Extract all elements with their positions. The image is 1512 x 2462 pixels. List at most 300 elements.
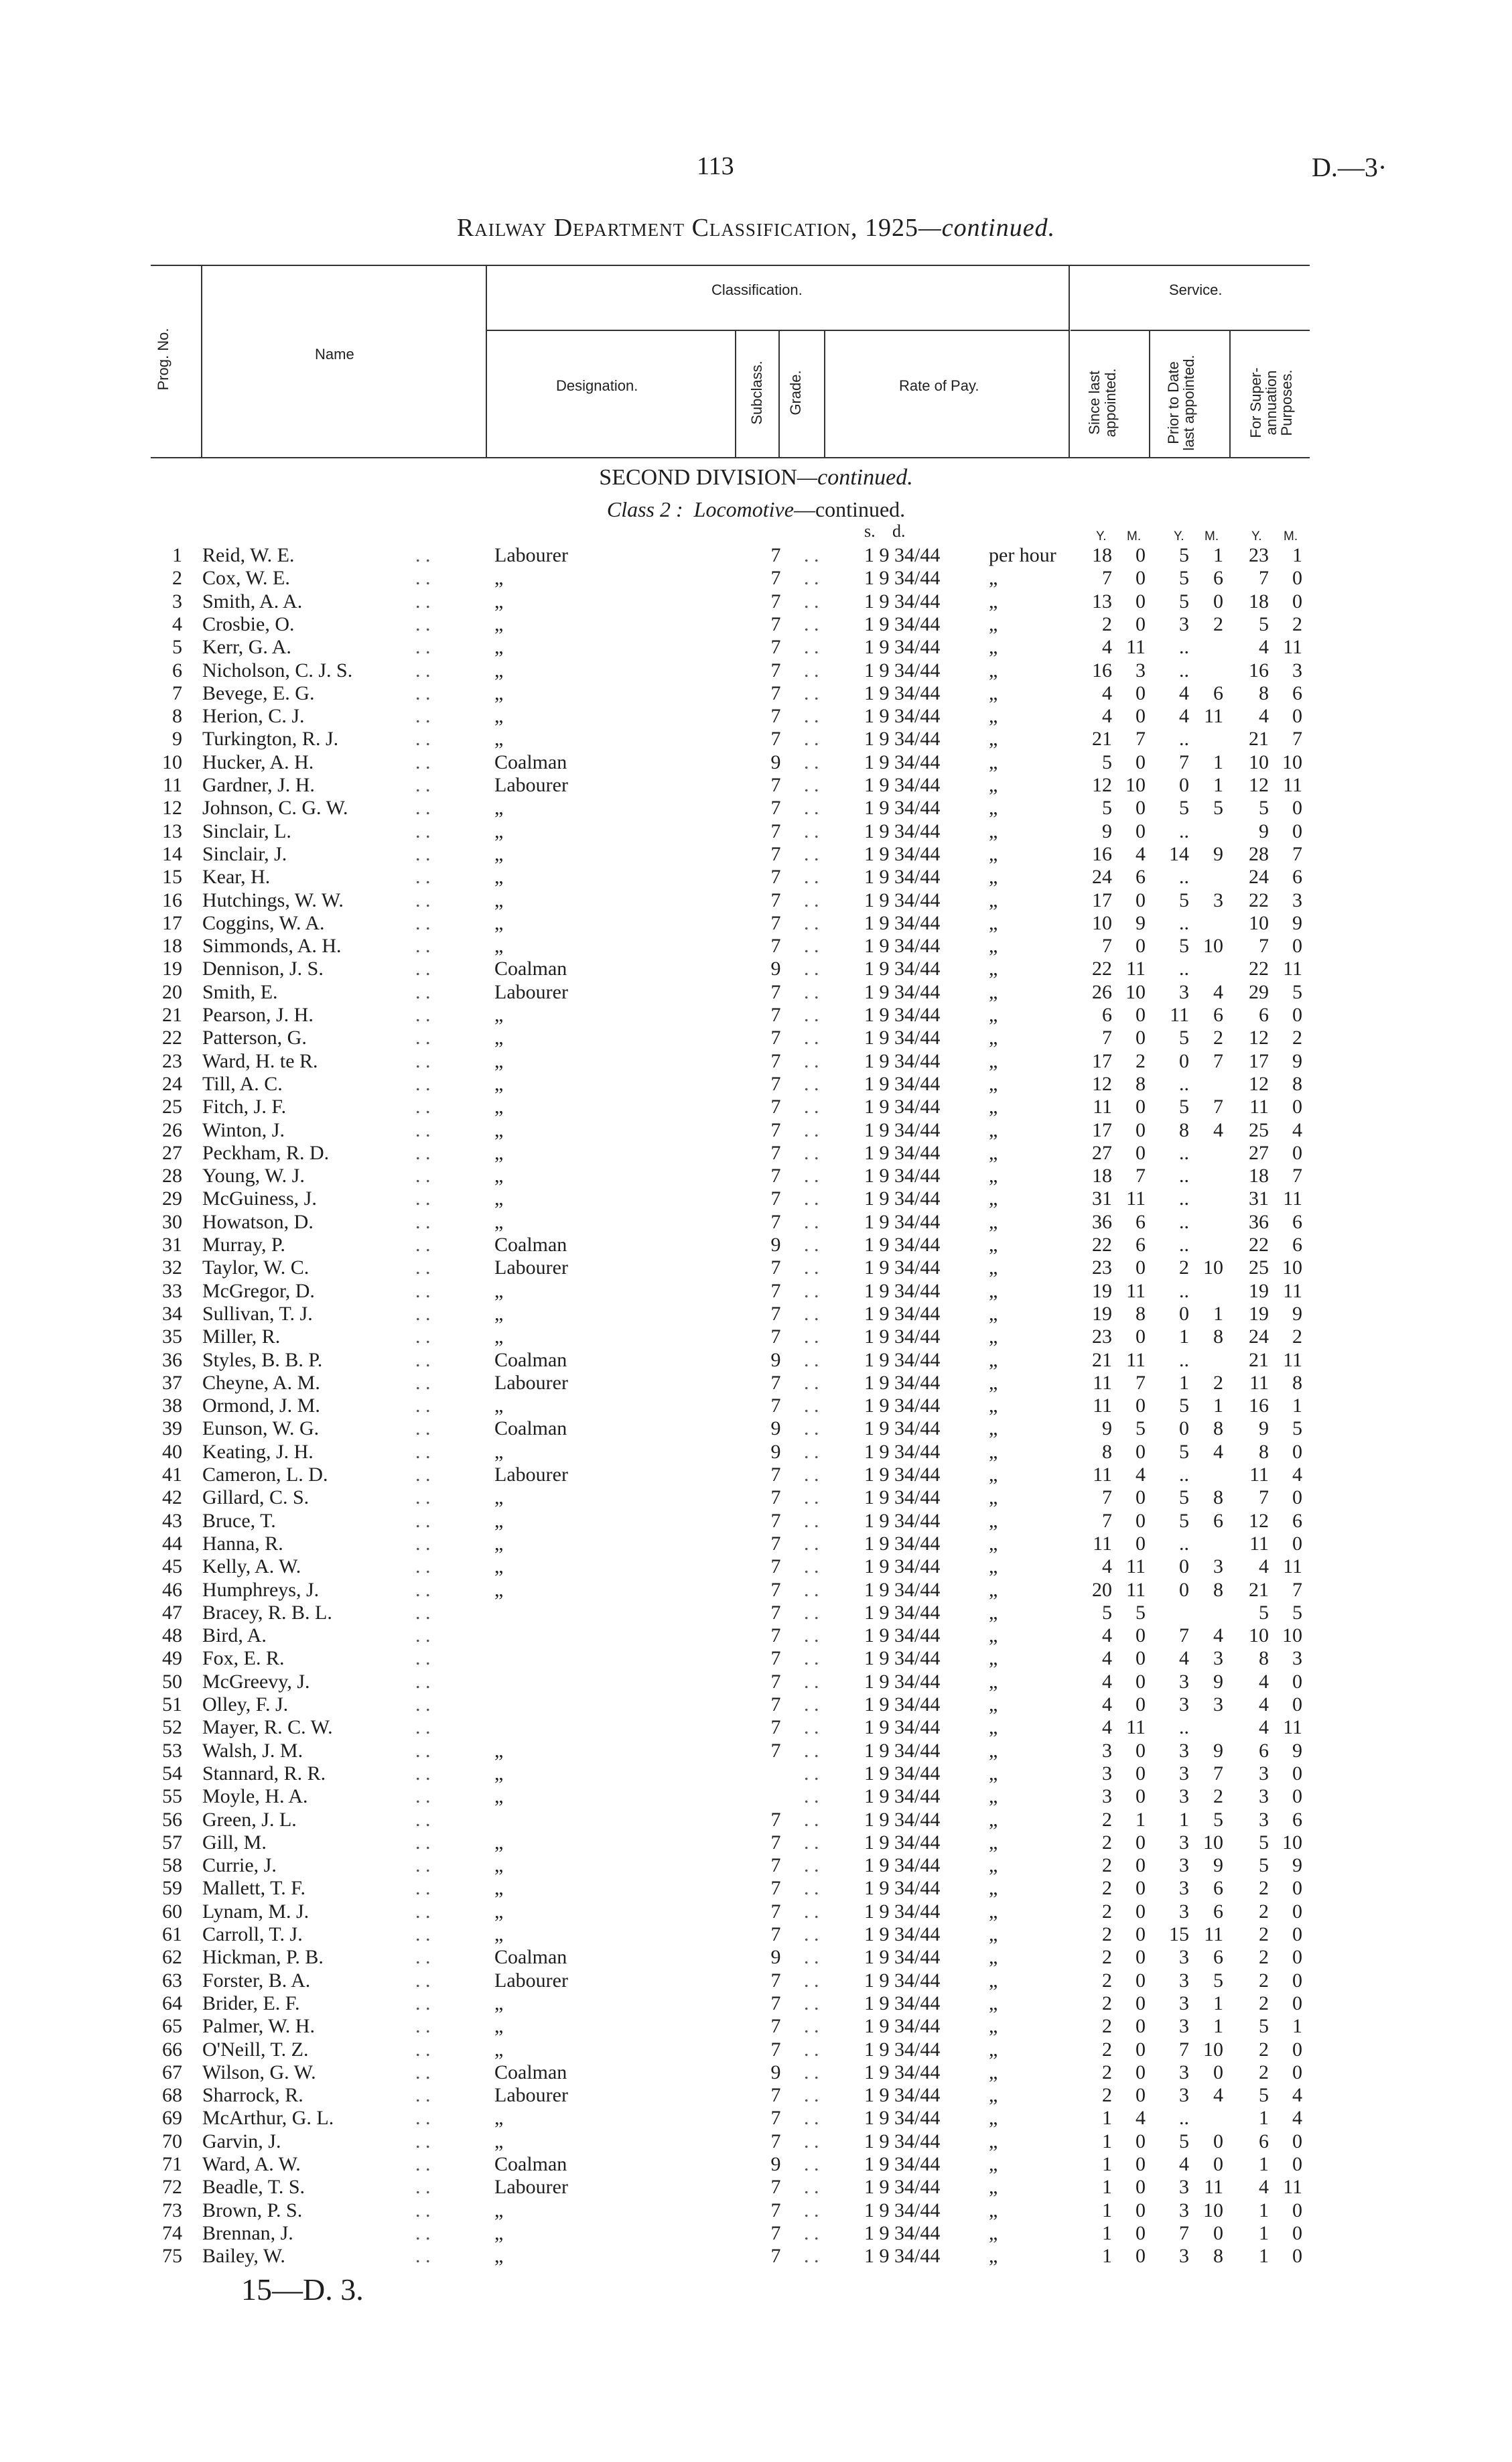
since-years: 7 bbox=[1102, 935, 1112, 958]
super-months: 11 bbox=[1283, 1555, 1302, 1578]
prior-years: 3 bbox=[1179, 1739, 1189, 1762]
table-row bbox=[0, 1372, 1512, 1395]
prior-years: .. bbox=[1179, 866, 1189, 889]
rate-of-pay: 1 9 34/44 bbox=[864, 1854, 941, 1877]
leader-dots: . . bbox=[415, 1004, 431, 1026]
since-months: 0 bbox=[1136, 820, 1146, 842]
subclass: 7 bbox=[770, 911, 781, 934]
leader-dots: . . bbox=[415, 1877, 431, 1900]
super-months: 3 bbox=[1292, 1647, 1302, 1670]
designation: „ bbox=[494, 1555, 504, 1578]
rate-of-pay: 1 9 34/44 bbox=[864, 659, 941, 682]
prior-years: 3 bbox=[1179, 2245, 1189, 2268]
designation: „ bbox=[494, 2221, 504, 2244]
leader-dots: . . bbox=[415, 682, 431, 704]
table-row bbox=[0, 1716, 1512, 1739]
rate-unit: „ bbox=[989, 1509, 998, 1532]
prog-no: 31 bbox=[162, 1234, 182, 1256]
header-designation: Designation. bbox=[556, 377, 638, 394]
super-years: 21 bbox=[1249, 1348, 1269, 1371]
table-row bbox=[0, 866, 1512, 889]
class-name: Locomotive bbox=[693, 497, 794, 521]
designation: Coalman bbox=[494, 1946, 567, 1969]
prior-months: 6 bbox=[1213, 1004, 1223, 1026]
leader-dots: . . bbox=[415, 1417, 431, 1440]
rate-unit: „ bbox=[989, 1256, 998, 1279]
rate-of-pay: 1 9 34/44 bbox=[864, 1096, 941, 1118]
employee-name: Ward, A. W. bbox=[202, 2153, 301, 2175]
leader-dots: . . bbox=[415, 1670, 431, 1693]
leader-dots: . . bbox=[804, 842, 819, 865]
prog-no: 49 bbox=[162, 1647, 182, 1670]
designation: „ bbox=[494, 1325, 504, 1348]
employee-name: Bevege, E. G. bbox=[202, 682, 315, 704]
leader-dots: . . bbox=[804, 1395, 819, 1417]
prior-years: 15 bbox=[1169, 1923, 1189, 1945]
super-years: 7 bbox=[1259, 567, 1269, 590]
since-months: 0 bbox=[1136, 2061, 1146, 2083]
subclass: 7 bbox=[770, 1647, 781, 1670]
super-years: 5 bbox=[1259, 797, 1269, 820]
super-months: 0 bbox=[1292, 590, 1302, 612]
header-classification: Classification. bbox=[711, 281, 803, 298]
rate-of-pay: 1 9 34/44 bbox=[864, 1808, 941, 1831]
prog-no: 74 bbox=[162, 2221, 182, 2244]
rate-unit: „ bbox=[989, 1670, 998, 1693]
rate-of-pay: 1 9 34/44 bbox=[864, 2245, 941, 2268]
prog-no: 65 bbox=[162, 2015, 182, 2038]
prior-years: .. bbox=[1179, 1464, 1189, 1486]
super-years: 2 bbox=[1259, 1946, 1269, 1969]
prior-years: .. bbox=[1179, 1072, 1189, 1095]
unit-years-super: Y. bbox=[1251, 529, 1262, 543]
leader-dots: . . bbox=[415, 1555, 431, 1578]
employee-name: Fitch, J. F. bbox=[202, 1096, 287, 1118]
since-years: 36 bbox=[1092, 1210, 1112, 1233]
division-suffix: —continued. bbox=[797, 465, 913, 490]
super-years: 29 bbox=[1249, 980, 1269, 1003]
subclass: 9 bbox=[770, 1946, 781, 1969]
rate-unit: „ bbox=[989, 889, 998, 911]
super-months: 7 bbox=[1292, 842, 1302, 865]
rate-of-pay: 1 9 34/44 bbox=[864, 1256, 941, 1279]
designation: Coalman bbox=[494, 2061, 567, 2083]
rate-unit: „ bbox=[989, 705, 998, 728]
since-months: 0 bbox=[1136, 1624, 1146, 1647]
designation: Coalman bbox=[494, 2153, 567, 2175]
designation: „ bbox=[494, 1072, 504, 1095]
rate-unit: „ bbox=[989, 1141, 998, 1164]
since-months: 0 bbox=[1136, 751, 1146, 773]
since-years: 5 bbox=[1102, 751, 1112, 773]
since-years: 2 bbox=[1102, 1969, 1112, 1992]
prior-years: 3 bbox=[1179, 1992, 1189, 2014]
employee-name: Taylor, W. C. bbox=[202, 1256, 310, 1279]
prog-no: 22 bbox=[162, 1027, 182, 1049]
super-months: 0 bbox=[1292, 1004, 1302, 1026]
designation: „ bbox=[494, 1096, 504, 1118]
leader-dots: . . bbox=[415, 1601, 431, 1624]
prior-years: 4 bbox=[1179, 2153, 1189, 2175]
prior-months: 10 bbox=[1203, 1256, 1223, 1279]
super-years: 24 bbox=[1249, 866, 1269, 889]
prog-no: 37 bbox=[162, 1371, 182, 1394]
super-months: 11 bbox=[1283, 2176, 1302, 2199]
since-years: 4 bbox=[1102, 705, 1112, 728]
designation: „ bbox=[494, 1004, 504, 1026]
prior-years: .. bbox=[1179, 1187, 1189, 1210]
prior-years: 3 bbox=[1179, 1969, 1189, 1992]
since-years: 19 bbox=[1092, 1302, 1112, 1325]
leader-dots: . . bbox=[804, 797, 819, 820]
since-years: 21 bbox=[1092, 1348, 1112, 1371]
leader-dots: . . bbox=[804, 1141, 819, 1164]
designation: „ bbox=[494, 1118, 504, 1141]
employee-name: Bruce, T. bbox=[202, 1509, 276, 1532]
table-row bbox=[0, 797, 1512, 820]
rate-of-pay: 1 9 34/44 bbox=[864, 1946, 941, 1969]
leader-dots: . . bbox=[804, 820, 819, 842]
rate-of-pay: 1 9 34/44 bbox=[864, 1601, 941, 1624]
leader-dots: . . bbox=[804, 705, 819, 728]
super-years: 36 bbox=[1249, 1210, 1269, 1233]
since-years: 7 bbox=[1102, 1509, 1112, 1532]
rate-of-pay: 1 9 34/44 bbox=[864, 1165, 941, 1187]
rate-of-pay: 1 9 34/44 bbox=[864, 1440, 941, 1463]
rate-unit: „ bbox=[989, 820, 998, 842]
since-months: 0 bbox=[1136, 1969, 1146, 1992]
prog-no: 19 bbox=[162, 958, 182, 980]
leader-dots: . . bbox=[804, 1762, 819, 1785]
leader-dots: . . bbox=[804, 1486, 819, 1509]
subclass: 7 bbox=[770, 1210, 781, 1233]
prog-no: 45 bbox=[162, 1555, 182, 1578]
leader-dots: . . bbox=[415, 1348, 431, 1371]
prior-years: 4 bbox=[1179, 1647, 1189, 1670]
leader-dots: . . bbox=[804, 590, 819, 612]
since-months: 3 bbox=[1136, 659, 1146, 682]
designation: „ bbox=[494, 1785, 504, 1808]
header-name: Name bbox=[315, 346, 354, 363]
prior-months: 8 bbox=[1213, 1578, 1223, 1601]
employee-name: Smith, E. bbox=[202, 980, 278, 1003]
super-years: 4 bbox=[1259, 1693, 1269, 1715]
table-row bbox=[0, 889, 1512, 912]
super-years: 2 bbox=[1259, 2061, 1269, 2083]
rate-unit: „ bbox=[989, 2084, 998, 2107]
since-months: 0 bbox=[1136, 1693, 1146, 1715]
prior-months: 8 bbox=[1213, 2245, 1223, 2268]
rate-of-pay: 1 9 34/44 bbox=[864, 1624, 941, 1647]
leader-dots: . . bbox=[804, 1049, 819, 1072]
leader-dots: . . bbox=[415, 728, 431, 751]
designation: „ bbox=[494, 866, 504, 889]
employee-name: Brennan, J. bbox=[202, 2221, 293, 2244]
rate-unit: „ bbox=[989, 1877, 998, 1900]
employee-name: Winton, J. bbox=[202, 1118, 285, 1141]
rate-of-pay: 1 9 34/44 bbox=[864, 1279, 941, 1302]
since-years: 2 bbox=[1102, 1923, 1112, 1945]
since-years: 4 bbox=[1102, 1693, 1112, 1715]
rate-unit: „ bbox=[989, 2015, 998, 2038]
table-row bbox=[0, 1831, 1512, 1854]
prior-months: 1 bbox=[1213, 544, 1223, 566]
rate-unit: „ bbox=[989, 2130, 998, 2152]
super-months: 6 bbox=[1292, 1808, 1302, 1831]
designation: „ bbox=[494, 1900, 504, 1923]
employee-name: Nicholson, C. J. S. bbox=[202, 659, 353, 682]
subclass: 7 bbox=[770, 705, 781, 728]
since-months: 10 bbox=[1125, 980, 1146, 1003]
leader-dots: . . bbox=[804, 1877, 819, 1900]
since-years: 11 bbox=[1093, 1371, 1112, 1394]
prog-no: 48 bbox=[162, 1624, 182, 1647]
since-years: 2 bbox=[1102, 2015, 1112, 2038]
rate-unit: „ bbox=[989, 1532, 998, 1555]
super-months: 2 bbox=[1292, 1325, 1302, 1348]
leader-dots: . . bbox=[804, 544, 819, 566]
rate-of-pay: 1 9 34/44 bbox=[864, 1670, 941, 1693]
subclass: 7 bbox=[770, 2130, 781, 2152]
leader-dots: . . bbox=[804, 1693, 819, 1715]
prior-months: 3 bbox=[1213, 1555, 1223, 1578]
subclass: 7 bbox=[770, 2245, 781, 2268]
prog-no: 25 bbox=[162, 1096, 182, 1118]
since-months: 0 bbox=[1136, 1325, 1146, 1348]
prior-months: 0 bbox=[1213, 2061, 1223, 2083]
leader-dots: . . bbox=[804, 1716, 819, 1739]
employee-name: Pearson, J. H. bbox=[202, 1004, 314, 1026]
rate-of-pay: 1 9 34/44 bbox=[864, 1302, 941, 1325]
since-years: 11 bbox=[1093, 1395, 1112, 1417]
super-months: 9 bbox=[1292, 911, 1302, 934]
rate-of-pay: 1 9 34/44 bbox=[864, 682, 941, 704]
super-years: 4 bbox=[1259, 1670, 1269, 1693]
since-months: 0 bbox=[1136, 1785, 1146, 1808]
super-years: 5 bbox=[1259, 1854, 1269, 1877]
leader-dots: . . bbox=[415, 1096, 431, 1118]
unit-years-prior: Y. bbox=[1174, 529, 1184, 543]
super-years: 10 bbox=[1249, 751, 1269, 773]
designation: Coalman bbox=[494, 1417, 567, 1440]
subclass: 7 bbox=[770, 1464, 781, 1486]
prior-years: 7 bbox=[1179, 2038, 1189, 2061]
subclass: 7 bbox=[770, 1739, 781, 1762]
prior-years: 4 bbox=[1179, 682, 1189, 704]
table-row bbox=[0, 613, 1512, 636]
rate-of-pay: 1 9 34/44 bbox=[864, 1900, 941, 1923]
subclass: 7 bbox=[770, 544, 781, 566]
since-years: 2 bbox=[1102, 2084, 1112, 2107]
rate-unit: „ bbox=[989, 1118, 998, 1141]
prog-no: 28 bbox=[162, 1165, 182, 1187]
employee-name: Sullivan, T. J. bbox=[202, 1302, 313, 1325]
super-months: 10 bbox=[1282, 1831, 1302, 1854]
designation: Labourer bbox=[494, 2176, 568, 2199]
since-years: 2 bbox=[1102, 1831, 1112, 1854]
rate-of-pay: 1 9 34/44 bbox=[864, 636, 941, 659]
employee-name: Eunson, W. G. bbox=[202, 1417, 320, 1440]
prior-months: 11 bbox=[1204, 705, 1223, 728]
leader-dots: . . bbox=[415, 889, 431, 911]
super-years: 11 bbox=[1249, 1464, 1269, 1486]
rate-of-pay: 1 9 34/44 bbox=[864, 1647, 941, 1670]
since-years: 2 bbox=[1102, 1900, 1112, 1923]
prior-years: 3 bbox=[1179, 2084, 1189, 2107]
rate-unit: „ bbox=[989, 1716, 998, 1739]
prior-years: 1 bbox=[1179, 1808, 1189, 1831]
rate-unit: „ bbox=[989, 1027, 998, 1049]
rate-unit: „ bbox=[989, 728, 998, 751]
designation: „ bbox=[494, 1532, 504, 1555]
rate-of-pay: 1 9 34/44 bbox=[864, 889, 941, 911]
prior-years: 8 bbox=[1179, 1118, 1189, 1141]
prior-months: 8 bbox=[1213, 1417, 1223, 1440]
prog-no: 63 bbox=[162, 1969, 182, 1992]
super-months: 0 bbox=[1292, 1785, 1302, 1808]
leader-dots: . . bbox=[415, 1049, 431, 1072]
prior-years: .. bbox=[1179, 659, 1189, 682]
division-name: SECOND DIVISION bbox=[599, 465, 797, 490]
since-years: 10 bbox=[1092, 911, 1112, 934]
designation: Labourer bbox=[494, 1969, 568, 1992]
since-months: 9 bbox=[1136, 911, 1146, 934]
subclass: 7 bbox=[770, 682, 781, 704]
rate-unit: „ bbox=[989, 2107, 998, 2130]
table-row bbox=[0, 1004, 1512, 1027]
super-months: 9 bbox=[1292, 1739, 1302, 1762]
prog-no: 13 bbox=[162, 820, 182, 842]
page-number: 113 bbox=[697, 152, 734, 180]
leader-dots: . . bbox=[415, 2221, 431, 2244]
leader-dots: . . bbox=[415, 1509, 431, 1532]
super-years: 2 bbox=[1259, 1969, 1269, 1992]
employee-name: Murray, P. bbox=[202, 1234, 285, 1256]
super-months: 9 bbox=[1292, 1302, 1302, 1325]
employee-name: Smith, A. A. bbox=[202, 590, 303, 612]
prior-months: 6 bbox=[1213, 682, 1223, 704]
since-years: 4 bbox=[1102, 682, 1112, 704]
super-months: 10 bbox=[1282, 1256, 1302, 1279]
since-months: 11 bbox=[1126, 1578, 1146, 1601]
leader-dots: . . bbox=[804, 889, 819, 911]
since-years: 1 bbox=[1102, 2153, 1112, 2175]
designation: „ bbox=[494, 1027, 504, 1049]
prog-no: 24 bbox=[162, 1072, 182, 1095]
subclass: 7 bbox=[770, 1624, 781, 1647]
subclass: 7 bbox=[770, 636, 781, 659]
table-row bbox=[0, 935, 1512, 958]
super-months: 0 bbox=[1292, 567, 1302, 590]
super-months: 6 bbox=[1292, 1509, 1302, 1532]
since-years: 9 bbox=[1102, 1417, 1112, 1440]
prog-no: 57 bbox=[162, 1831, 182, 1854]
since-months: 1 bbox=[1136, 1808, 1146, 1831]
designation: Labourer bbox=[494, 1371, 568, 1394]
prior-years: .. bbox=[1179, 1165, 1189, 1187]
prog-no: 71 bbox=[162, 2153, 182, 2175]
leader-dots: . . bbox=[415, 1969, 431, 1992]
table-row bbox=[0, 659, 1512, 682]
designation: „ bbox=[494, 567, 504, 590]
rate-unit: „ bbox=[989, 1302, 998, 1325]
designation: Labourer bbox=[494, 2084, 568, 2107]
since-years: 7 bbox=[1102, 567, 1112, 590]
super-months: 10 bbox=[1282, 751, 1302, 773]
employee-name: Olley, F. J. bbox=[202, 1693, 289, 1715]
prior-years: 0 bbox=[1179, 1578, 1189, 1601]
leader-dots: . . bbox=[415, 842, 431, 865]
super-years: 16 bbox=[1249, 659, 1269, 682]
leader-dots: . . bbox=[415, 1118, 431, 1141]
rate-of-pay: 1 9 34/44 bbox=[864, 590, 941, 612]
since-years: 19 bbox=[1092, 1279, 1112, 1302]
prior-months: 1 bbox=[1213, 774, 1223, 796]
leader-dots: . . bbox=[804, 2038, 819, 2061]
since-months: 0 bbox=[1136, 1739, 1146, 1762]
since-months: 0 bbox=[1136, 682, 1146, 704]
designation: „ bbox=[494, 842, 504, 865]
rate-unit: „ bbox=[989, 567, 998, 590]
header-prior-to-date: Prior to Date last appointed. bbox=[1165, 354, 1197, 451]
employee-name: McGuiness, J. bbox=[202, 1187, 317, 1210]
employee-name: Bracey, R. B. L. bbox=[202, 1601, 332, 1624]
leader-dots: . . bbox=[804, 1509, 819, 1532]
rate-of-pay: 1 9 34/44 bbox=[864, 1555, 941, 1578]
leader-dots: . . bbox=[415, 1325, 431, 1348]
prior-months: 5 bbox=[1213, 1969, 1223, 1992]
rate-of-pay: 1 9 34/44 bbox=[864, 1693, 941, 1715]
employee-name: Hucker, A. H. bbox=[202, 751, 314, 773]
since-months: 0 bbox=[1136, 1256, 1146, 1279]
rate-unit: „ bbox=[989, 1325, 998, 1348]
super-months: 9 bbox=[1292, 1049, 1302, 1072]
since-months: 11 bbox=[1126, 1187, 1146, 1210]
prior-months: 9 bbox=[1213, 1854, 1223, 1877]
table-row bbox=[0, 1510, 1512, 1533]
since-months: 8 bbox=[1136, 1072, 1146, 1095]
leader-dots: . . bbox=[804, 1417, 819, 1440]
table-row bbox=[0, 1050, 1512, 1073]
table-row bbox=[0, 1417, 1512, 1440]
super-months: 6 bbox=[1292, 1210, 1302, 1233]
prior-years: 5 bbox=[1179, 567, 1189, 590]
header-subclass: Subclass. bbox=[748, 361, 765, 425]
super-years: 22 bbox=[1249, 958, 1269, 980]
designation: „ bbox=[494, 1877, 504, 1900]
since-years: 9 bbox=[1102, 820, 1112, 842]
leader-dots: . . bbox=[804, 1187, 819, 1210]
leader-dots: . . bbox=[415, 1395, 431, 1417]
prog-no: 36 bbox=[162, 1348, 182, 1371]
employee-name: Kerr, G. A. bbox=[202, 636, 291, 659]
class-suffix: —continued. bbox=[793, 497, 906, 521]
subclass: 7 bbox=[770, 889, 781, 911]
prog-no: 3 bbox=[172, 590, 182, 612]
table-row bbox=[0, 1165, 1512, 1187]
since-months: 0 bbox=[1136, 1141, 1146, 1164]
leader-dots: . . bbox=[804, 1555, 819, 1578]
prog-no: 41 bbox=[162, 1464, 182, 1486]
prior-years: .. bbox=[1179, 1141, 1189, 1164]
leader-dots: . . bbox=[415, 1946, 431, 1969]
since-years: 22 bbox=[1092, 1234, 1112, 1256]
leader-dots: . . bbox=[415, 1072, 431, 1095]
super-years: 27 bbox=[1249, 1141, 1269, 1164]
since-months: 0 bbox=[1136, 1395, 1146, 1417]
super-months: 1 bbox=[1292, 2015, 1302, 2038]
rate-unit: „ bbox=[989, 1808, 998, 1831]
